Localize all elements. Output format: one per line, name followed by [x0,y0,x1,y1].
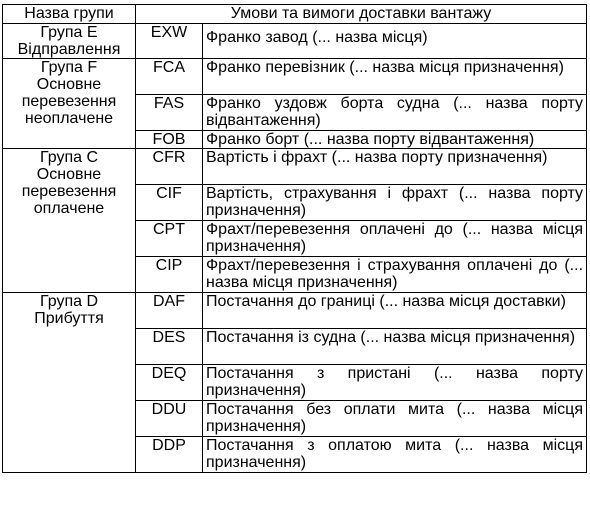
term-code: DEQ [136,365,203,401]
term-code: DDP [136,437,203,473]
terms-column-header: Умови та вимоги доставки вантажу [136,5,587,24]
delivery-terms-table [2,4,587,473]
term-description: Франко завод (... назва місця) [203,24,587,59]
term-code: FOB [136,131,203,149]
table-row [3,149,587,185]
term-description: Постачання з оплатою мита (... назва місця призначення) [203,437,587,473]
term-code: DDU [136,401,203,437]
term-description: Постачання до границі (... назва місця доставки) [203,293,587,329]
term-code: DES [136,329,203,365]
group-c-cell [3,149,136,293]
group-name-line: Група F [40,59,98,76]
group-column-header: Назва групи [3,5,136,24]
term-code: FAS [136,95,203,131]
group-name-line: Прибуття [34,310,104,327]
term-description: Франко уздовж борта судна (... назва порту відвантаження) [203,95,587,131]
group-name-line: Група E [40,24,98,41]
term-description: Франко борт (... назва порту відвантаження) [203,131,587,149]
term-description: Постачання без оплати мита (... назва місця призначення) [203,401,587,437]
term-code: CPT [136,221,203,257]
term-description: Постачання з пристані (... назва порту призначення) [203,365,587,401]
term-description: Фрахт/перевезення оплачені до (... назва місця призначення) [203,221,587,257]
term-description: Постачання із судна (... назва місця призначення) [203,329,587,365]
term-code: DAF [136,293,203,329]
table-row [3,24,587,59]
group-name-line: перевезення [21,93,117,110]
term-code: CFR [136,149,203,185]
term-code: EXW [136,24,203,59]
group-name-line: неоплачене [24,110,114,127]
group-name-line: Основне [36,166,102,183]
group-name-line: Відправлення [17,41,121,58]
group-f-cell [3,59,136,149]
term-description: Франко перевізник (... назва місця призначення) [203,59,587,95]
group-name-line: Група D [39,293,99,310]
group-name-line: перевезення [21,183,117,200]
term-description: Фрахт/перевезення і страхування оплачені до (... назва місця призначення) [203,257,587,293]
group-d-cell [3,293,136,473]
term-description: Вартість, страхування і фрахт (... назва порту призначення) [203,185,587,221]
table-row [3,293,587,329]
group-name-line: Група C [39,149,99,166]
term-code: CIP [136,257,203,293]
group-e-cell [3,24,136,59]
table-header-row [3,5,587,24]
term-code: FCA [136,59,203,95]
table-row [3,59,587,95]
group-name-line: Основне [36,76,102,93]
term-code: CIF [136,185,203,221]
term-description: Вартість і фрахт (... назва порту призначення) [203,149,587,185]
group-name-line: оплачене [33,200,105,217]
